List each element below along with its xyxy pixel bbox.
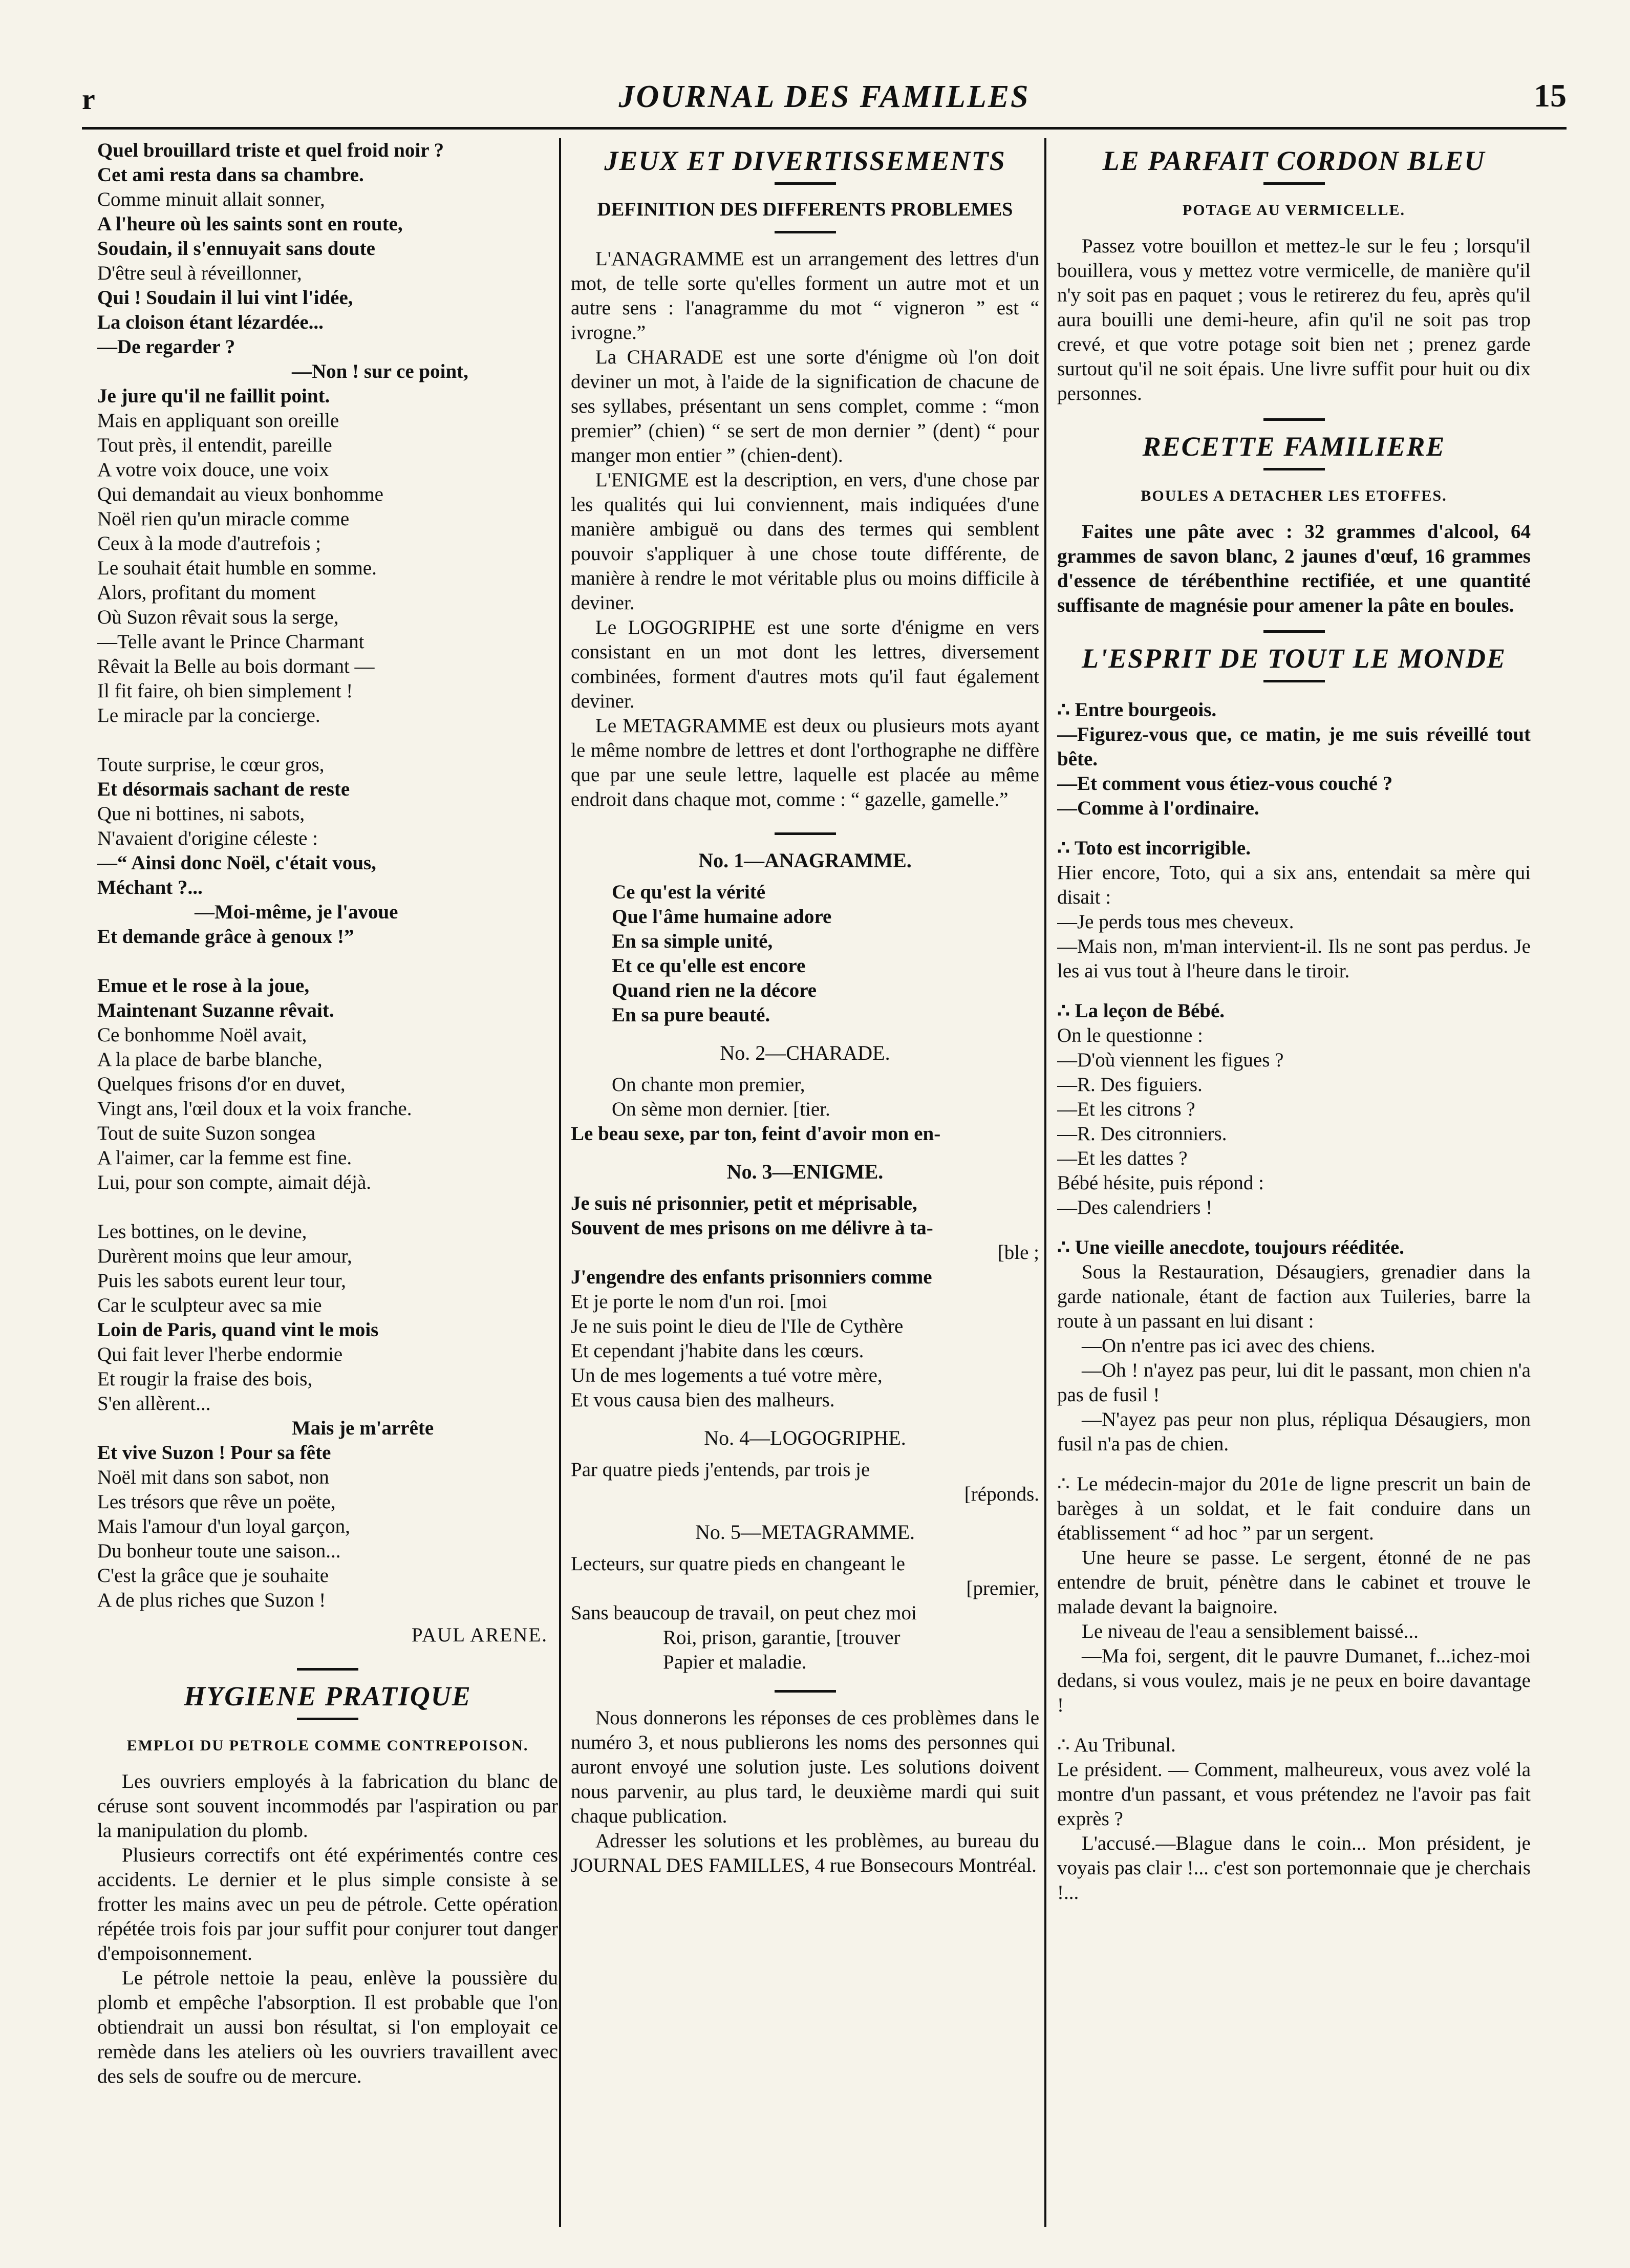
poem-line: Alors, profitant du moment [97,582,316,604]
poem-line: Mais en appliquant son oreille [97,410,339,432]
paragraph: Plusieurs correctifs ont été expérimentés contre ces accidents. Le dernier et le plus simple consiste à se frotter les mains avec un peu de pétrole. Cette opération répétée trois fois par jour suffit pour conjurer tout danger d'empoisonnement. [97,1844,558,1964]
verse-line: [réponds. [964,1483,1039,1505]
anecdote-line: —Oh ! n'ayez pas peur, lui dit le passant, mon chien n'a pas de fusil ! [1057,1359,1531,1406]
poem-line: Et demande grâce à genoux !” [97,926,354,948]
poem-line: Car le sculpteur avec sa mie [97,1294,322,1316]
definition: L'ENIGME est la description, en vers, d'une chose par les qualités qui lui conviennent, mais indiquées d'une manière ambiguë ou dans des termes qui semblent pouvoir s'appliquer à une chose toute différente, de manière à rendre le mot véritable plus ou moins difficile à deviner. [571,469,1039,614]
verse-line: Je ne suis point le dieu de l'Ile de Cythère [571,1315,904,1337]
poem-line: Mais je m'arrête [292,1417,434,1439]
anecdote-line: ∴ Le médecin-major du 201e de ligne prescrit un bain de barèges à un soldat, et le fait conduire dans un établissement “ ad hoc ” par un sergent. [1057,1473,1531,1544]
anecdote-line: Hier encore, Toto, qui a six ans, entendait sa mère qui disait : [1057,862,1531,908]
poem-line: Rêvait la Belle au bois dormant — [97,655,375,677]
paragraph: Nous donnerons les réponses de ces problèmes dans le numéro 3, et nous publierons les noms des personnes qui auront envoyé une solution juste. Les solutions doivent nous parvenir, au plus tard, le deuxième mardi qui suit chaque publication. [571,1707,1039,1827]
poem-line: Et vive Suzon ! Pour sa fête [97,1442,331,1464]
column-divider [559,138,561,2227]
poem-line: Qui fait lever l'herbe endormie [97,1343,343,1365]
verse-line: J'engendre des enfants prisonniers comme [571,1266,932,1288]
anecdote-line: Le niveau de l'eau a sensiblement baissé... [1082,1620,1419,1642]
anecdote-line: ∴ La leçon de Bébé. [1057,1000,1225,1022]
verse-line: [premier, [966,1577,1039,1599]
section-rule [775,182,836,185]
section-subtitle: POTAGE AU VERMICELLE. [1182,202,1406,219]
anecdote-line: —Ma foi, sergent, dit le pauvre Dumanet, f...ichez-moi dedans, si vous voulez, mais je ne peux en boire davantage ! [1057,1645,1531,1716]
anecdote-line: —R. Des citronniers. [1057,1123,1227,1145]
author-signature: PAUL ARENE. [411,1624,548,1646]
verse-line: En sa simple unité, [612,930,773,952]
problem-title: No. 5—METAGRAMME. [695,1521,915,1544]
section-title: JEUX ET DIVERTISSEMENTS [604,145,1006,176]
column-2 [571,138,1039,2227]
problem-verse [571,1458,1039,1507]
verse-line: Et cependant j'habite dans les cœurs. [571,1340,864,1362]
poem-line: A de plus riches que Suzon ! [97,1589,326,1611]
section-title: RECETTE FAMILIERE [1142,431,1446,462]
poem-line: Puis les sabots eurent leur tour, [97,1270,346,1292]
poem-line: Loin de Paris, quand vint le mois [97,1319,379,1341]
anecdote-line: —Et les citrons ? [1057,1098,1195,1120]
corner-mark: r [82,82,95,116]
anecdote-line: —Figurez-vous que, ce matin, je me suis réveillé tout bête. [1057,723,1531,770]
paragraph: Faites une pâte avec : 32 grammes d'alcool, 64 grammes de savon blanc, 2 jaunes d'œuf, 16 grammes d'essence de térébenthine rectifiée, et une quantité suffisante de magnésie pour amener la pâte en boules. [1057,521,1531,616]
section-subtitle: BOULES A DETACHER LES ETOFFES. [1141,487,1447,504]
anecdote-line: L'accusé.—Blague dans le coin... Mon président, je voyais pas clair !... c'est son portemonnaie que je cherchais !... [1057,1832,1531,1903]
problem-verse [571,1552,1039,1675]
definition: La CHARADE est une sorte d'énigme où l'on doit deviner un mot, à l'aide de la signification de chacune de ses syllabes, présentant un sens complet, comme : “mon premier” (chien) “ se sert de mon dernier ” (dent) “ pour manger mon entier ” (chien-dent). [571,346,1039,466]
poem-line: A l'heure où les saints sont en route, [97,213,403,235]
poem-line: Quel brouillard triste et quel froid noir ? [97,139,444,161]
column-3 [1057,138,1531,2227]
anecdote-line: —Je perds tous mes cheveux. [1057,911,1294,933]
paragraph: Le pétrole nettoie la peau, enlève la poussière du plomb et empêche l'absorption. Il est probable que l'on obtiendrait un aussi bon résultat, si l'on employait ce remède dans les ateliers où les ouvriers travaillent avec des sels de soufre ou de mercure. [97,1967,558,2087]
poem-line: Quelques frisons d'or en duvet, [97,1073,346,1095]
page-number: 15 [1534,77,1567,114]
definition: Le LOGOGRIPHE est une sorte d'énigme en vers consistant en un mot dont les lettres, diversement combinées, forment d'autres mots qu'il faut également deviner. [571,616,1039,712]
section-title: L'ESPRIT DE TOUT LE MONDE [1081,643,1507,674]
poem-line: Du bonheur toute une saison... [97,1540,341,1562]
poem-line: Noël rien qu'un miracle comme [97,508,350,530]
poem-stanza [97,974,558,1195]
definition: Le METAGRAMME est deux ou plusieurs mots ayant le même nombre de lettres et dont l'orthographe ne diffère que par une seule lettre, laquelle est placée au même endroit dans chaque mot, comme : “ gazelle, gamelle.” [571,715,1039,810]
anecdote-line: On le questionne : [1057,1024,1203,1046]
verse-line: Que l'âme humaine adore [612,906,832,928]
section-subtitle: DEFINITION DES DIFFERENTS PROBLEMES [597,199,1013,220]
verse-line: Je suis né prisonnier, petit et méprisable, [571,1192,917,1214]
verse-line: Souvent de mes prisons on me délivre à ta- [571,1217,933,1239]
verse-line: On chante mon premier, [612,1074,805,1096]
verse-line: En sa pure beauté. [612,1004,770,1026]
poem-stanza [97,138,558,728]
journal-title: JOURNAL DES FAMILLES [618,79,1030,114]
poem-line: Cet ami resta dans sa chambre. [97,164,364,186]
poem-line: Tout de suite Suzon songea [97,1122,316,1144]
poem-line: Les bottines, on le devine, [97,1221,307,1243]
verse-line: Et vous causa bien des malheurs. [571,1389,835,1411]
section-rule [1263,630,1325,633]
verse-line: Ce qu'est la vérité [612,881,766,903]
anecdote [1057,999,1531,1220]
anecdote-line: Une heure se passe. Le sergent, étonné de ne pas entendre de bruit, pénètre dans le cabinet et trouve le malade devant la baignoire. [1057,1547,1531,1618]
poem-line: Que ni bottines, ni sabots, [97,803,305,825]
poem-line: —De regarder ? [97,336,235,358]
problem-title: No. 4—LOGOGRIPHE. [704,1426,906,1449]
verse-line: Roi, prison, garantie, [trouver [663,1627,900,1649]
section-title: HYGIENE PRATIQUE [184,1681,471,1711]
poem-line: Toute surprise, le cœur gros, [97,754,325,776]
poem-line: Les trésors que rêve un poëte, [97,1491,336,1513]
anecdote-line: —Comme à l'ordinaire. [1057,797,1259,819]
problem-verse [571,880,1039,1028]
poem-stanza [97,753,558,949]
verse-line: Sans beaucoup de travail, on peut chez moi [571,1602,917,1624]
verse-line: Quand rien ne la décore [612,979,817,1001]
verse-line: Et ce qu'elle est encore [612,955,806,977]
header-rule [82,127,1567,130]
poem-line: Je jure qu'il ne faillit point. [97,385,330,407]
poem-line: D'être seul à réveillonner, [97,262,302,284]
anecdote [1057,698,1531,821]
verse-line: On sème mon dernier. [tier. [612,1098,830,1120]
verse-line: Lecteurs, sur quatre pieds en changeant le [571,1553,905,1575]
anecdote-line: —Des calendriers ! [1057,1196,1213,1218]
poem-line: Qui demandait au vieux bonhomme [97,483,383,505]
section-rule [297,1668,358,1671]
verse-line: [ble ; [997,1242,1039,1264]
poem-line: Et rougir la fraise des bois, [97,1368,313,1390]
section-rule [775,832,836,835]
poem-line: Méchant ?... [97,876,203,898]
poem-stanza [97,1219,558,1613]
anecdote-line: Sous la Restauration, Désaugiers, grenadier dans la garde nationale, étant de faction aux Tuileries, barre la route à un passant en lui disant : [1057,1261,1531,1332]
section-subtitle: EMPLOI DU PETROLE COMME CONTREPOISON. [126,1737,529,1754]
anecdote [1057,1733,1531,1905]
page-header [82,77,1567,123]
anecdote-line: ∴ Entre bourgeois. [1057,699,1217,721]
anecdote-line: —On n'entre pas ici avec des chiens. [1082,1335,1376,1357]
column-1 [97,138,558,2227]
problem-title: No. 2—CHARADE. [720,1041,890,1064]
verse-line: Par quatre pieds j'entends, par trois je [571,1459,870,1481]
section-rule [1263,680,1325,682]
verse-line: Un de mes logements a tué votre mère, [571,1364,883,1386]
poem-line: Le souhait était humble en somme. [97,557,377,579]
anecdote [1057,1235,1531,1457]
column-divider [1044,138,1046,2227]
definition: L'ANAGRAMME est un arrangement des lettres d'un mot, de telle sorte qu'elles forment un autre mot et un autre sens : l'anagramme du mot “ vigneron ” est “ ivrogne.” [571,248,1039,344]
verse-line: Papier et maladie. [663,1651,807,1673]
poem-line: Ce bonhomme Noël avait, [97,1024,307,1046]
problem-verse [571,1073,1039,1146]
section-rule [1263,418,1325,421]
poem-line: S'en allèrent... [97,1393,211,1415]
problem-title: No. 1—ANAGRAMME. [698,849,912,872]
poem-line: Lui, pour son compte, aimait déjà. [97,1171,372,1193]
anecdote-line: —Mais non, m'man intervient-il. Ils ne sont pas perdus. Je les ai vus tout à l'heure dans le tiroir. [1057,935,1531,982]
poem-line: Et désormais sachant de reste [97,778,350,800]
anecdote [1057,1472,1531,1718]
poem-line: Maintenant Suzanne rêvait. [97,999,334,1021]
poem-line: Noël mit dans son sabot, non [97,1466,329,1488]
section-rule [1263,182,1325,185]
poem-line: C'est la grâce que je souhaite [97,1565,329,1587]
poem-line: Soudain, il s'ennuyait sans doute [97,238,375,260]
problem-title: No. 3—ENIGME. [726,1160,884,1183]
problem-verse [571,1191,1039,1413]
section-rule [775,231,836,233]
anecdote-line: Bébé hésite, puis répond : [1057,1172,1264,1194]
paragraph: Adresser les solutions et les problèmes, au bureau du JOURNAL DES FAMILLES, 4 rue Bonsecours Montréal. [571,1830,1039,1876]
poem-line: —Non ! sur ce point, [292,360,468,382]
anecdote [1057,836,1531,983]
poem-line: La cloison étant lézardée... [97,311,324,333]
poem-line: —“ Ainsi donc Noël, c'était vous, [97,852,376,874]
anecdote-line: Le président. — Comment, malheureux, vous avez volé la montre d'un passant, et vous prétendez ne l'avoir pas fait exprès ? [1057,1759,1531,1830]
poem-line: —Telle avant le Prince Charmant [97,631,364,653]
verse-line: Et je porte le nom d'un roi. [moi [571,1291,827,1313]
poem-line: Où Suzon rêvait sous la serge, [97,606,339,628]
poem-line: Mais l'amour d'un loyal garçon, [97,1515,350,1537]
poem-line: Qui ! Soudain il lui vint l'idée, [97,287,353,309]
anecdote-line: ∴ Toto est incorrigible. [1057,837,1251,859]
poem-line: Durèrent moins que leur amour, [97,1245,352,1267]
section-title: LE PARFAIT CORDON BLEU [1102,145,1486,176]
anecdote-line: —N'ayez pas peur non plus, répliqua Désaugiers, mon fusil n'a pas de chien. [1057,1408,1531,1455]
anecdote-line: —R. Des figuiers. [1057,1074,1203,1096]
poem-line: Comme minuit allait sonner, [97,188,325,210]
poem-line: Tout près, il entendit, pareille [97,434,332,456]
poem-line: A l'aimer, car la femme est fine. [97,1147,352,1169]
anecdote-line: ∴ Une vieille anecdote, toujours rééditée. [1057,1236,1404,1258]
verse-line: Le beau sexe, par ton, feint d'avoir mon en- [571,1123,941,1145]
section-rule [1263,468,1325,470]
poem-line: —Moi-même, je l'avoue [195,901,398,923]
poem-line: A la place de barbe blanche, [97,1049,323,1071]
poem-line: Emue et le rose à la joue, [97,975,310,997]
poem-line: N'avaient d'origine céleste : [97,827,318,849]
poem-line: Vingt ans, l'œil doux et la voix franche. [97,1098,412,1120]
anecdote-line: ∴ Au Tribunal. [1057,1734,1176,1756]
section-rule [297,1718,358,1720]
anecdote-line: —D'où viennent les figues ? [1057,1049,1284,1071]
paragraph: Passez votre bouillon et mettez-le sur le feu ; lorsqu'il bouillera, vous y mettez votre vermicelle, de manière qu'il n'y soit pas en paquet ; vous le retirerez du feu, après qu'il aura bouilli une demi-heure, afin qu'il ne soit pas trop crevé, et que votre potage soit bien net ; prenez garde surtout qu'il ne soit épais. Une livre suffit pour huit ou dix personnes. [1057,235,1531,404]
section-rule [775,1690,836,1693]
poem-line: Le miracle par la concierge. [97,704,320,726]
poem-line: Il fit faire, oh bien simplement ! [97,680,353,702]
poem-line: A votre voix douce, une voix [97,459,329,481]
anecdote-line: —Et les dattes ? [1057,1147,1188,1169]
poem-line: Ceux à la mode d'autrefois ; [97,532,321,554]
anecdote-line: —Et comment vous étiez-vous couché ? [1057,773,1393,795]
paragraph: Les ouvriers employés à la fabrication du blanc de céruse sont souvent incommodés par l'aspiration ou par la manipulation du plomb. [97,1770,558,1842]
